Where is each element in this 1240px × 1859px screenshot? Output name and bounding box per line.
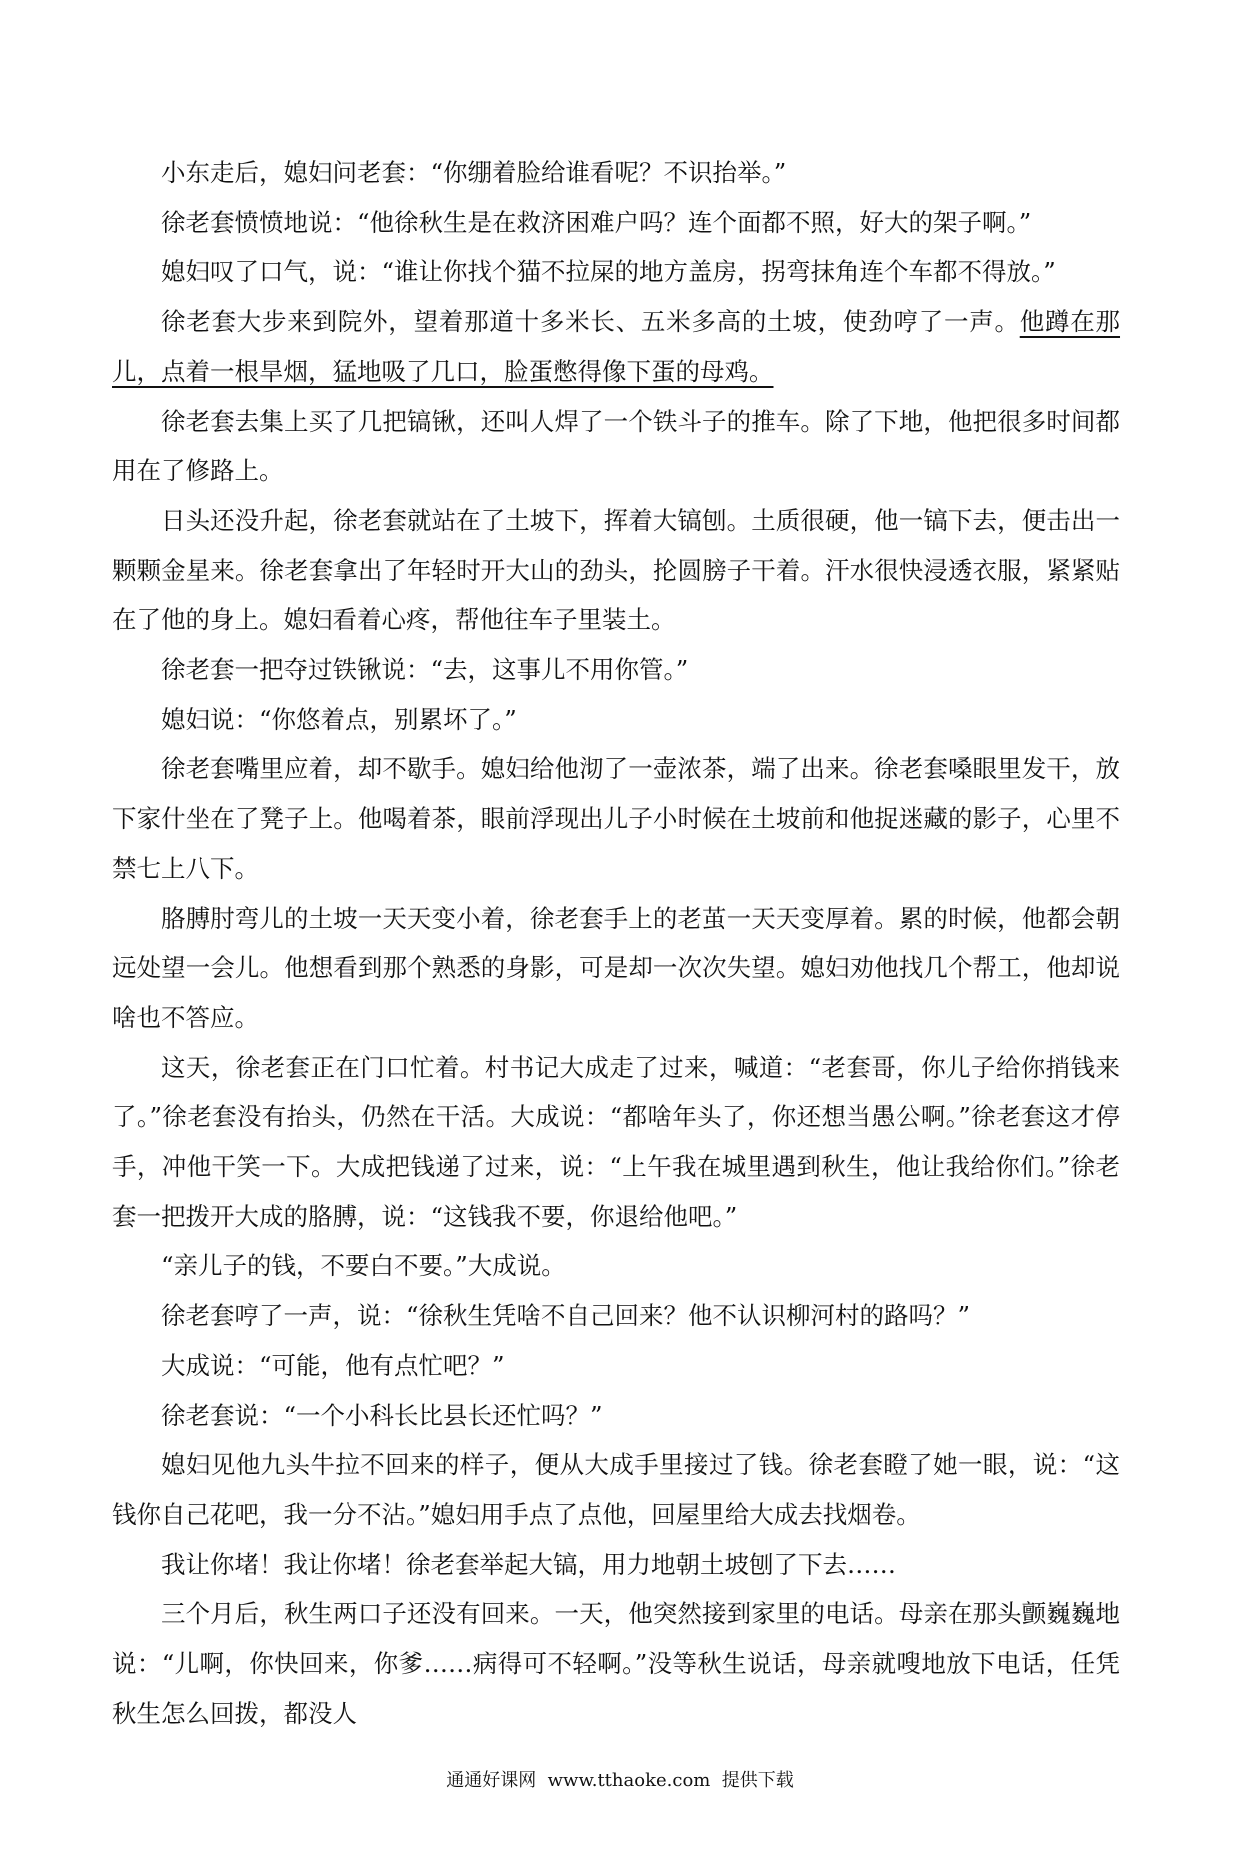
- paragraph: 媳妇叹了口气，说：“谁让你找个猫不拉屎的地方盖房，拐弯抹角连个车都不得放。”: [161, 257, 1056, 287]
- paragraph: 三个月后，秋生两口子还没有回来。一天，他突然接到家里的电话。母亲在那头颤巍巍地说：“儿啊，你快回来，你爹……病得可不轻啊。”没等秋生说话，母亲就嗖地放下电话，任凭秋生怎么回拨，都没人: [112, 1599, 1120, 1728]
- paragraph: 大成说：“可能，他有点忙吧？”: [161, 1350, 505, 1380]
- paragraph: 我让你堵！我让你堵！徐老套举起大镐，用力地朝土坡刨了下去……: [161, 1549, 896, 1579]
- paragraph: 媳妇见他九头牛拉不回来的样子，便从大成手里接过了钱。徐老套瞪了她一眼，说：“这钱你自己花吧，我一分不沾。”媳妇用手点了点他，回屋里给大成去找烟卷。: [112, 1450, 1120, 1529]
- paragraph: 日头还没升起，徐老套就站在了土坡下，挥着大镐刨。土质很硬，他一镐下去，便击出一颗颗金星来。徐老套拿出了年轻时开大山的劲头，抡圆膀子干着。汗水很快浸透衣服，紧紧贴在了他的身上。媳妇看着心疼，帮他往车子里装土。: [112, 505, 1120, 635]
- document-body: [112, 148, 1120, 1739]
- page-footer: 通通好课网 www.tthaoke.com 提供下载: [446, 1769, 794, 1791]
- paragraph: 这天，徐老套正在门口忙着。村书记大成走了过来，喊道：“老套哥，你儿子给你捎钱来了。”徐老套没有抬头，仍然在干活。大成说：“都啥年头了，你还想当愚公啊。”徐老套这才停手，冲他干笑一下。大成把钱递了过来，说：“上午我在城里遇到秋生，他让我给你们。”徐老套一把拨开大成的胳膊，说：“这钱我不要，你退给他吧。”: [112, 1052, 1120, 1231]
- paragraph: 小东走后，媳妇问老套：“你绷着脸给谁看呢？不识抬举。”: [161, 158, 787, 187]
- paragraph: 媳妇说：“你悠着点，别累坏了。”: [161, 704, 517, 734]
- paragraph-text: 徐老套大步来到院外，望着那道十多米长、五米多高的土坡，使劲哼了一声。: [161, 307, 1020, 337]
- paragraph: 徐老套一把夺过铁锹说：“去，这事儿不用你管。”: [161, 655, 689, 685]
- paragraph: “亲儿子的钱，不要白不要。”大成说。: [161, 1251, 566, 1281]
- paragraph: 徐老套愤愤地说：“他徐秋生是在救济困难户吗？连个面都不照，好大的架子啊。”: [161, 207, 1032, 237]
- paragraph: 徐老套说：“一个小科长比县长还忙吗？”: [161, 1400, 603, 1430]
- paragraph: 徐老套去集上买了几把镐锹，还叫人焊了一个铁斗子的推车。除了下地，他把很多时间都用在了修路上。: [112, 406, 1120, 486]
- underlined-sentence: 他蹲在那儿，点着一根旱烟，猛地吸了几口，脸蛋憋得像下蛋的母鸡。: [112, 307, 1121, 386]
- paragraph-underlined: [112, 297, 1120, 396]
- paragraph: 徐老套嘴里应着，却不歇手。媳妇给他沏了一壶浓茶，端了出来。徐老套嗓眼里发干，放下家什坐在了凳子上。他喝着茶，眼前浮现出儿子小时候在土坡前和他捉迷藏的影子，心里不禁七上八下。: [112, 754, 1120, 883]
- paragraph: 胳膊肘弯儿的土坡一天天变小着，徐老套手上的老茧一天天变厚着。累的时候，他都会朝远处望一会儿。他想看到那个熟悉的身影，可是却一次次失望。媳妇劝他找几个帮工，他却说啥也不答应。: [112, 903, 1120, 1032]
- paragraph: 徐老套哼了一声，说：“徐秋生凭啥不自己回来？他不认识柳河村的路吗？”: [161, 1301, 971, 1331]
